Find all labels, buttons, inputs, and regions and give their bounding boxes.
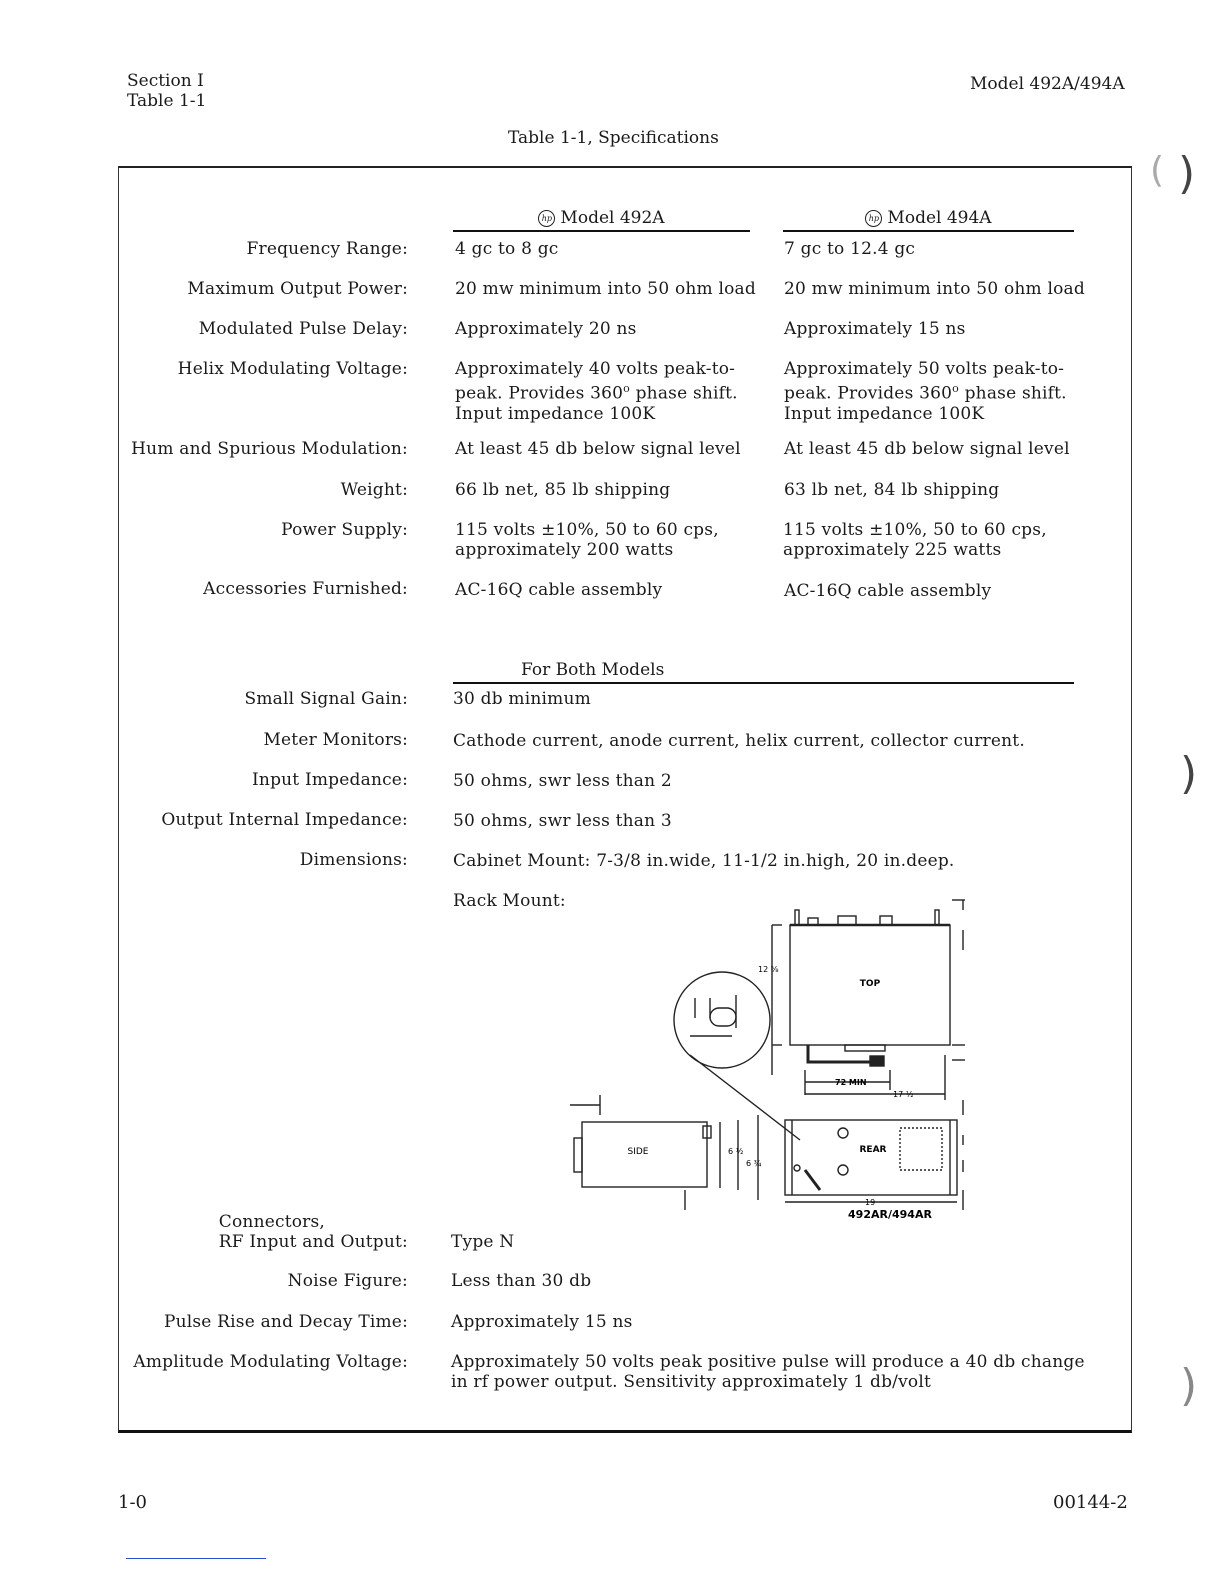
column-head-492a: hp Model 492A [453, 208, 750, 232]
spec-label: Dimensions: [299, 850, 408, 870]
spec-label: Input Impedance: [252, 770, 408, 790]
spec-label: Modulated Pulse Delay: [198, 319, 408, 339]
footer-link-line [126, 1558, 266, 1559]
spec-value-494a: 20 mw minimum into 50 ohm load [784, 279, 1085, 299]
dim-19: 19 [865, 1198, 876, 1207]
spec-value-494a: 63 lb net, 84 lb shipping [784, 480, 1000, 500]
spec-value-both: 50 ohms, swr less than 2 [453, 771, 672, 791]
binder-hole-mark: ) [1180, 748, 1198, 799]
spec-value-492a: At least 45 db below signal level [455, 439, 741, 459]
both-models-heading: For Both Models [453, 660, 1074, 684]
spec-label: Hum and Spurious Modulation: [131, 439, 408, 459]
model-header: Model 492A/494A [970, 74, 1125, 94]
spec-value-492a: 115 volts ±10%, 50 to 60 cps, approximately 200 watts [455, 520, 719, 560]
spec-value-492a: Approximately 20 ns [455, 319, 637, 339]
spec-label: Frequency Range: [246, 239, 408, 259]
spec-label: Amplitude Modulating Voltage: [133, 1352, 408, 1372]
spec-value-494a: 7 gc to 12.4 gc [784, 239, 916, 259]
binder-hole-mark: ) [1180, 1360, 1198, 1411]
dim-12: 12 ⅝ [758, 965, 779, 974]
spec-value-492a: 66 lb net, 85 lb shipping [455, 480, 671, 500]
spec-value-both: Type N [451, 1232, 515, 1252]
spec-label: Helix Modulating Voltage: [177, 359, 408, 379]
column-head-494a: hp Model 494A [783, 208, 1074, 232]
spec-value-494a: AC-16Q cable assembly [784, 581, 992, 601]
dim-72min: 72 MIN [835, 1078, 867, 1087]
spec-label: Maximum Output Power: [187, 279, 408, 299]
spec-label: Output Internal Impedance: [161, 810, 408, 830]
table-ref-label: Table 1-1 [127, 91, 207, 111]
spec-value-492a: Approximately 40 volts peak-to- peak. Provides 360$^o$ phase shift. Input impedance 100K [455, 359, 738, 424]
spec-value-494a: At least 45 db below signal level [784, 439, 1070, 459]
dim-6b: 6 ¾ [746, 1159, 762, 1168]
spec-value-both: Approximately 50 volts peak positive pulse will produce a 40 db change in rf power output. Sensitivity approximately 1 db/volt [451, 1352, 1085, 1392]
dim-6a: 6 ½ [728, 1147, 744, 1156]
spec-value-both: Less than 30 db [451, 1271, 592, 1291]
table-title: Table 1-1, Specifications [508, 128, 719, 148]
spec-value-both: Cathode current, anode current, helix current, collector current. [453, 731, 1025, 751]
rear-view-outline [785, 1120, 957, 1195]
spec-value-494a: Approximately 50 volts peak-to- peak. Provides 360$^o$ phase shift. Input impedance 100K [784, 359, 1067, 424]
rack-model-label: 492AR/494AR [848, 1208, 932, 1221]
binder-hole-mark: ) [1178, 148, 1196, 199]
spec-label: Power Supply: [281, 520, 408, 540]
spec-label: Noise Figure: [287, 1271, 408, 1291]
spec-value-492a: 20 mw minimum into 50 ohm load [455, 279, 756, 299]
top-view-label: TOP [859, 979, 881, 989]
spec-value-494a: 115 volts ±10%, 50 to 60 cps, approximately 225 watts [783, 520, 1047, 560]
spec-label: Meter Monitors: [263, 730, 408, 750]
rack-mount-label: Rack Mount: [453, 891, 566, 911]
rack-mount-diagram [560, 890, 980, 1230]
spec-value-494a: Approximately 15 ns [784, 319, 966, 339]
spec-label: Small Signal Gain: [244, 689, 408, 709]
document-number: 00144-2 [1053, 1492, 1128, 1513]
page-number: 1-0 [118, 1492, 147, 1513]
spec-label: Pulse Rise and Decay Time: [163, 1312, 408, 1332]
spec-value-both: Cabinet Mount: 7-3/8 in.wide, 11-1/2 in.high, 20 in.deep. [453, 851, 955, 871]
section-label: Section I [127, 71, 204, 91]
spec-value-492a: 4 gc to 8 gc [455, 239, 559, 259]
binder-hole-mark: ( [1150, 150, 1165, 191]
spec-value-both: 30 db minimum [453, 689, 591, 709]
hp-logo-icon: hp [865, 210, 882, 227]
dim-17: 17 ½ [893, 1090, 914, 1099]
side-view-label: SIDE [627, 1147, 649, 1157]
spec-label: Weight: [340, 480, 408, 500]
spec-label: Connectors, RF Input and Output: [218, 1212, 408, 1252]
hp-logo-icon: hp [538, 210, 555, 227]
spec-label: Accessories Furnished: [203, 579, 408, 599]
spec-value-492a: AC-16Q cable assembly [455, 580, 663, 600]
spec-value-both: Approximately 15 ns [451, 1312, 633, 1332]
spec-value-both: 50 ohms, swr less than 3 [453, 811, 672, 831]
rear-view-label: REAR [859, 1145, 887, 1155]
